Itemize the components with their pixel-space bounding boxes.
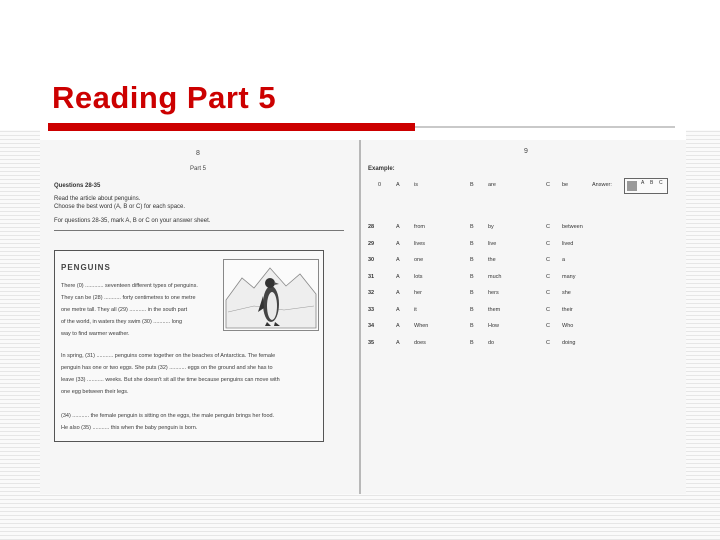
- option-b-word: by: [488, 224, 494, 230]
- option-a-word: lots: [414, 273, 423, 280]
- penguin-illustration: [223, 259, 319, 331]
- option-c-word: lived: [562, 240, 574, 247]
- option-c-word: between: [562, 224, 583, 230]
- exam-page-left: [40, 140, 352, 494]
- questions-heading: Questions 28-35: [54, 183, 101, 189]
- option-a-word: does: [414, 339, 426, 346]
- example-option-a: is: [414, 182, 418, 188]
- example-option-b: are: [488, 182, 496, 188]
- option-letter-a: A: [396, 306, 400, 313]
- option-letter-a: A: [396, 257, 400, 263]
- title-underline-red: [48, 123, 415, 131]
- option-letter-b: B: [470, 323, 474, 329]
- question-number: 32: [368, 290, 375, 296]
- article-box: [54, 250, 324, 442]
- option-b-word: How: [488, 323, 500, 329]
- option-letter-a: A: [396, 290, 400, 296]
- penguin-icon: [224, 260, 318, 330]
- option-letter-c: C: [546, 273, 550, 280]
- article-line: leave (33) ........... weeks. But she doesn't sit all the time because penguins can move with: [61, 377, 280, 383]
- article-line: one metre tall. They all (29) ........... in the south part: [61, 307, 188, 313]
- option-letter-b: B: [470, 273, 474, 280]
- option-a-word: it: [414, 306, 417, 313]
- option-letter-b: B: [470, 224, 474, 230]
- option-c-word: many: [562, 273, 576, 280]
- option-letter-c: C: [546, 306, 550, 313]
- option-b-word: the: [488, 257, 496, 263]
- question-number: 29: [368, 240, 375, 247]
- article-line: (34) ........... the female penguin is sitting on the eggs, the male penguin brings her food.: [61, 413, 275, 419]
- option-b-word: live: [488, 240, 497, 247]
- option-letter-a: A: [396, 339, 400, 346]
- example-option-c: be: [562, 182, 569, 188]
- striped-background-right: [686, 130, 720, 540]
- option-letter-a: A: [396, 273, 400, 280]
- article-line: In spring, (31) ........... penguins come together on the beaches of Antarctica. The female: [61, 353, 276, 359]
- option-letter-b: B: [470, 339, 474, 346]
- question-number: 28: [368, 224, 375, 230]
- option-letter-c: C: [546, 339, 550, 346]
- option-c-word: a: [562, 257, 566, 263]
- page-number-left: 8: [196, 150, 200, 157]
- option-letter-c: C: [546, 257, 550, 263]
- option-b-word: them: [488, 306, 501, 313]
- example-letter-b: B: [470, 182, 474, 188]
- example-label: Example:: [368, 166, 395, 172]
- option-letter-c: C: [546, 224, 550, 230]
- question-number: 35: [368, 339, 375, 346]
- option-letter-a: A: [396, 323, 400, 329]
- option-c-word: Who: [562, 323, 574, 329]
- option-a-word: When: [414, 323, 429, 329]
- article-line: There (0) ............ seventeen different types of penguins.: [61, 283, 198, 289]
- instruction-line: Read the article about penguins.: [54, 196, 141, 202]
- article-line: one egg between their legs.: [61, 389, 129, 395]
- option-letter-a: A: [396, 224, 400, 230]
- article-line: They can be (28) ........... forty centimetres to one metre: [61, 295, 196, 301]
- answer-label: Answer:: [592, 182, 612, 188]
- answer-option: B: [650, 180, 654, 186]
- part-label: Part 5: [190, 166, 207, 172]
- mark-instruction: For questions 28-35, mark A, B or C on your answer sheet.: [54, 218, 211, 224]
- option-a-word: lives: [414, 240, 426, 247]
- answer-option: C: [659, 180, 663, 186]
- page-gutter: [359, 140, 361, 494]
- question-number: 31: [368, 273, 375, 280]
- answer-option: A: [641, 180, 645, 186]
- article-title: PENGUINS: [61, 263, 111, 272]
- option-a-word: one: [414, 257, 424, 263]
- scanned-exam-image: [40, 140, 686, 494]
- slide-title: Reading Part 5: [52, 80, 277, 115]
- title-underline-gray: [415, 126, 675, 128]
- question-number: 30: [368, 257, 375, 263]
- option-a-word: from: [414, 224, 425, 230]
- option-letter-c: C: [546, 290, 550, 296]
- option-b-word: do: [488, 339, 495, 346]
- option-letter-b: B: [470, 257, 474, 263]
- option-letter-b: B: [470, 306, 474, 313]
- option-c-word: their: [562, 306, 573, 313]
- option-letter-a: A: [396, 240, 400, 247]
- divider-line: [54, 230, 344, 231]
- article-line: penguin has one or two eggs. She puts (32) ........... eggs on the ground and she has to: [61, 365, 273, 371]
- exam-page-right: [366, 140, 686, 494]
- example-number: 0: [378, 182, 382, 188]
- page-number-right: 9: [524, 148, 528, 155]
- instruction-line: Choose the best word (A, B or C) for each space.: [54, 204, 186, 210]
- example-letter-a: A: [396, 182, 400, 188]
- option-letter-c: C: [546, 323, 550, 329]
- example-letter-c: C: [546, 182, 550, 188]
- article-line: way to find warmer weather.: [61, 331, 130, 337]
- option-c-word: doing: [562, 339, 576, 346]
- option-letter-b: B: [470, 290, 474, 296]
- article-line: He also (35) ........... this when the baby penguin is born.: [61, 425, 198, 431]
- question-number: 33: [368, 306, 375, 313]
- article-line: of the world, in waters they swim (30) ........... long: [61, 319, 183, 325]
- option-a-word: her: [414, 290, 422, 296]
- option-c-word: she: [562, 290, 571, 296]
- answer-box: [624, 178, 668, 194]
- answer-box-row-number: [627, 181, 637, 191]
- striped-background-bottom: [0, 494, 720, 540]
- option-b-word: much: [488, 273, 502, 280]
- question-number: 34: [368, 323, 375, 329]
- striped-background-left: [0, 130, 40, 540]
- option-letter-c: C: [546, 240, 550, 247]
- option-b-word: hers: [488, 290, 499, 296]
- option-letter-b: B: [470, 240, 474, 247]
